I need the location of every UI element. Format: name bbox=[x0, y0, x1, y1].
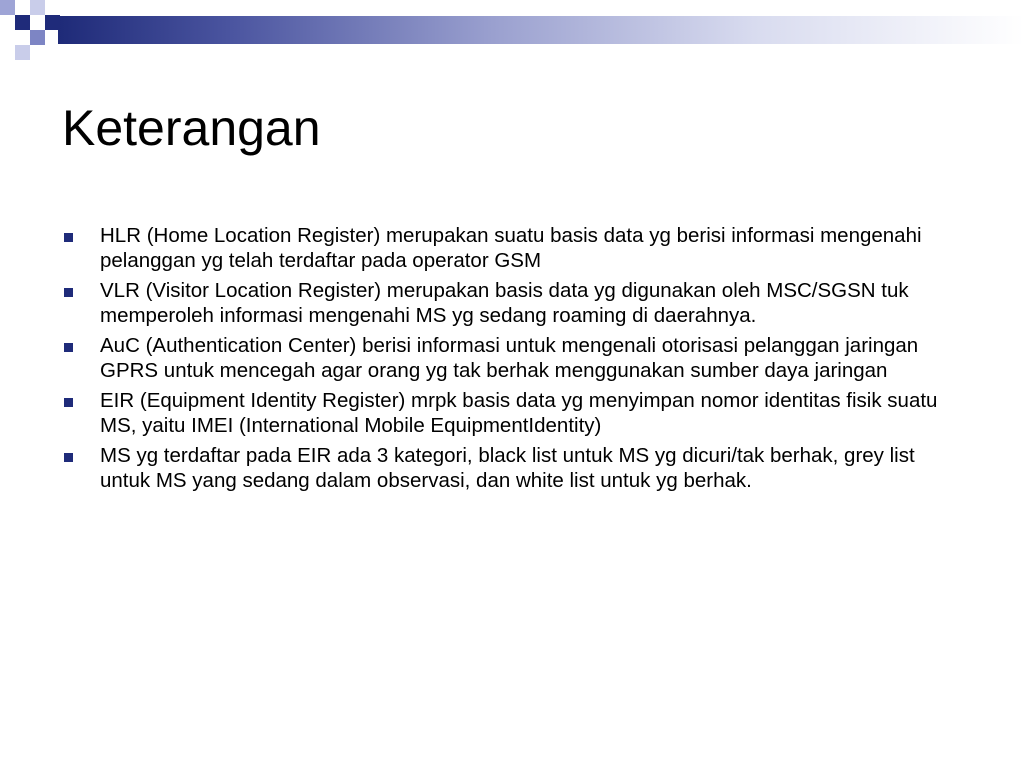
bullet-text: AuC (Authentication Center) berisi informasi untuk mengenali otorisasi pelanggan jaringan GPRS untuk mencegah agar orang yg tak berhak menggunakan sumber daya jaringan bbox=[100, 334, 919, 382]
decorative-square bbox=[15, 15, 30, 30]
bullet-text: VLR (Visitor Location Register) merupakan basis data yg digunakan oleh MSC/SGSN tuk memperoleh informasi mengenahi MS yg sedang roaming di daerahnya. bbox=[100, 279, 909, 327]
bullet-list bbox=[62, 224, 962, 499]
bullet-item bbox=[62, 224, 962, 273]
square-bullet-icon bbox=[64, 288, 73, 297]
square-bullet-icon bbox=[64, 343, 73, 352]
decorative-square bbox=[30, 30, 45, 45]
decorative-square bbox=[45, 15, 60, 30]
bullet-item bbox=[62, 389, 962, 438]
square-bullet-icon bbox=[64, 398, 73, 407]
bullet-item bbox=[62, 279, 962, 328]
header-gradient-band bbox=[58, 16, 1024, 44]
square-bullet-icon bbox=[64, 233, 73, 242]
slide-title: Keterangan bbox=[62, 100, 321, 156]
decorative-square bbox=[15, 45, 30, 60]
bullet-text: EIR (Equipment Identity Register) mrpk basis data yg menyimpan nomor identitas fisik suatu MS, yaitu IMEI (International Mobile EquipmentIdentity) bbox=[100, 389, 938, 437]
bullet-text: MS yg terdaftar pada EIR ada 3 kategori, black list untuk MS yg dicuri/tak berhak, grey list untuk MS yang sedang dalam observasi, dan white list untuk yg berhak. bbox=[100, 444, 915, 492]
bullet-item bbox=[62, 444, 962, 493]
decorative-square bbox=[0, 0, 15, 15]
decorative-square bbox=[30, 0, 45, 15]
bullet-text: HLR (Home Location Register) merupakan suatu basis data yg berisi informasi mengenahi pelanggan yg telah terdaftar pada operator GSM bbox=[100, 224, 922, 272]
bullet-item bbox=[62, 334, 962, 383]
square-bullet-icon bbox=[64, 453, 73, 462]
